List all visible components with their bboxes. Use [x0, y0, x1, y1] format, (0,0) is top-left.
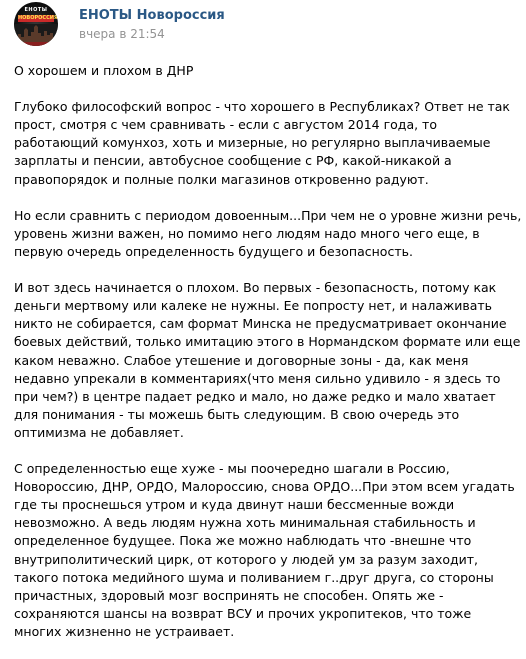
post-text	[14, 62, 522, 659]
avatar[interactable]	[14, 2, 58, 46]
avatar-logo-band: НОВОРОССИЯ	[18, 15, 58, 21]
post-header	[14, 2, 514, 46]
post-title: О хорошем и плохом в ДНР	[14, 63, 194, 78]
avatar-logo-top: ЕНОТЫ	[24, 7, 48, 13]
skyline-icon	[14, 24, 58, 46]
author-name-link[interactable]: ЕНОТЫ Новороссия	[79, 8, 225, 23]
paragraph-3: И вот здесь начинается о плохом. Во первых - безопасность, потому как деньги мертвому или калеке не нужны. Ее попросту нет, и налаживать никто не собирается, сам формат Минска не предусматривает окончание боевых действий, только имитацию этого в Нормандском формате или еще каком неважно. Слабое утешение и договорные зоны - да, как меня недавно упрекали в комментариях(что меня сильно удивило - я здесь то при чем?) в центре падает редко и мало, но даже редко и мало хватает для понимания - ты можешь быть следующим. В свою очередь это оптимизма не добавляет.	[14, 280, 521, 440]
post-timestamp-link[interactable]: вчера в 21:54	[79, 27, 165, 41]
paragraph-2: Но если сравнить с периодом довоенным...При чем не о уровне жизни речь, уровень жизни важен, но помимо него людям надо много чего еще, в первую очередь определенность будущего и безопасность.	[14, 207, 522, 259]
paragraph-4: С определенностью еще хуже - мы поочередно шагали в Россию, Новороссию, ДНР, ОРДО, Малороссию, снова ОРДО...При этом всем угадать где ты проснешься утром и куда двинут наши бессменные вожди невозможно. А ведь людям нужна хоть минимальная стабильность и определенное будущее. Пока же можно наблюдать что -внешне что внутриполитический цирк, от которого у людей ум за разум заходит, такого потока медийного шума и поливанием г..друг друга, со стороны причастных, здоровый мозг воспринять не способен. Опять же - сохраняются шансы на возврат ВСУ и прочих укропитеков, что тоже многих жизненно не устраивает.	[14, 461, 515, 639]
paragraph-1: Глубоко философский вопрос - что хорошего в Республиках? Ответ не так прост, смотря с чем сравнивать - если с августом 2014 года, то работающий комунхоз, хоть и мизерные, но регулярно выплачиваемые зарплаты и пенсии, автобусное сообщение с РФ, какой-никакой а правопорядок и полные полки магазинов откровенно радуют.	[14, 99, 510, 187]
